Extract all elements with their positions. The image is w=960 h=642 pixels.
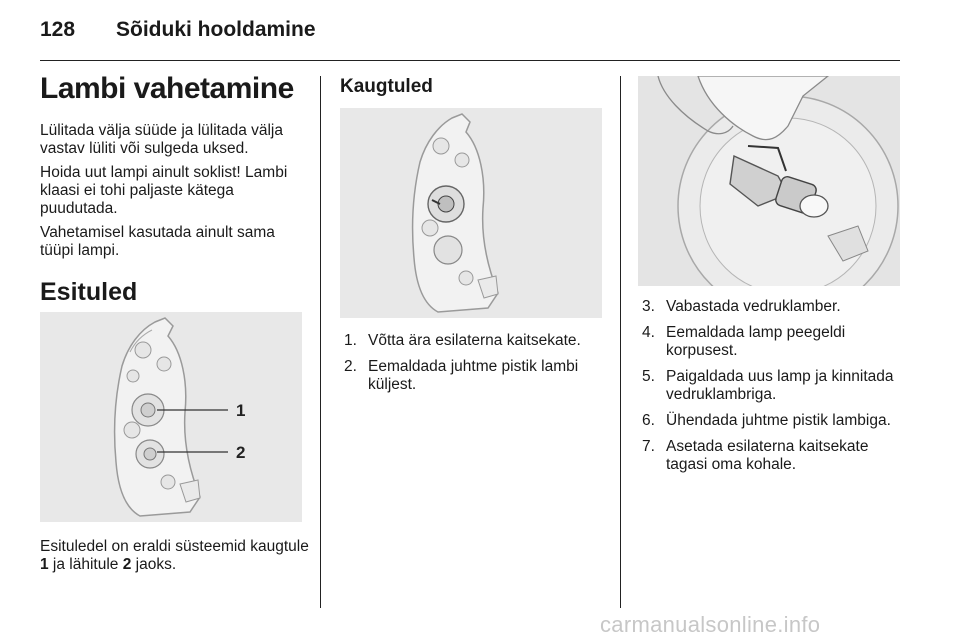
bulb-removal-illustration <box>638 76 900 286</box>
step-number: 2. <box>344 358 357 375</box>
list-item <box>642 298 902 316</box>
list-item <box>344 332 606 350</box>
step-number: 3. <box>642 298 655 315</box>
list-item <box>344 358 606 394</box>
list-item <box>642 438 902 474</box>
high-beam-figure <box>340 108 602 318</box>
kaugtuled-steps-part2 <box>642 298 902 482</box>
column-divider-right <box>620 76 621 608</box>
step-text: Eemaldada lamp peegeldi korpusest. <box>666 324 846 359</box>
step-text: Eemaldada juhtme pistik lambi küljest. <box>368 358 579 393</box>
caption-text: Esituledel on eraldi süsteemid kaugtule <box>40 538 309 555</box>
section-title: Sõiduki hooldamine <box>116 18 316 41</box>
caption-text: jaoks. <box>131 556 177 573</box>
list-item <box>642 324 902 360</box>
step-text: Asetada esilaterna kaitsekate tagasi oma kohale. <box>666 438 869 473</box>
high-beam-illustration <box>340 108 602 318</box>
callout-2: 2 <box>236 443 246 462</box>
step-text: Võtta ära esilaterna kaitsekate. <box>368 332 581 349</box>
intro-paragraph-2: Hoida uut lampi ainult soklist! Lambi klaasi ei tohi paljaste kätega puudutada. <box>40 164 288 217</box>
column-divider-left <box>320 76 321 608</box>
step-number: 6. <box>642 412 655 429</box>
headlamp-rear-illustration <box>40 312 302 522</box>
kaugtuled-heading: Kaugtuled <box>340 76 433 97</box>
bulb-removal-figure <box>638 76 900 286</box>
header-rule <box>40 60 900 61</box>
intro-paragraph-3: Vahetamisel kasutada ainult sama tüüpi lampi. <box>40 224 275 259</box>
step-text: Paigaldada uus lamp ja kinnitada vedruklambriga. <box>666 368 894 403</box>
watermark: carmanualsonline.info <box>600 612 821 637</box>
list-item <box>642 368 902 404</box>
step-number: 5. <box>642 368 655 385</box>
intro-paragraph-1: Lülitada välja süüde ja lülitada välja vastav lüliti või sulgeda uksed. <box>40 122 283 157</box>
esituled-heading: Esituled <box>40 278 138 306</box>
caption-text: ja lähitule <box>48 556 123 573</box>
caption-number-1: 1 <box>40 556 49 573</box>
step-text: Vabastada vedruklamber. <box>666 298 841 315</box>
main-title: Lambi vahetamine <box>40 72 294 105</box>
step-number: 1. <box>344 332 357 349</box>
step-number: 7. <box>642 438 655 455</box>
step-number: 4. <box>642 324 655 341</box>
headlamp-figure <box>40 312 302 522</box>
callout-1: 1 <box>236 401 246 420</box>
list-item <box>642 412 902 430</box>
caption-number-2: 2 <box>122 556 132 573</box>
page-number: 128 <box>40 18 76 41</box>
esituled-caption <box>40 538 310 574</box>
step-text: Ühendada juhtme pistik lambiga. <box>666 412 891 429</box>
kaugtuled-steps-part1 <box>344 332 606 402</box>
